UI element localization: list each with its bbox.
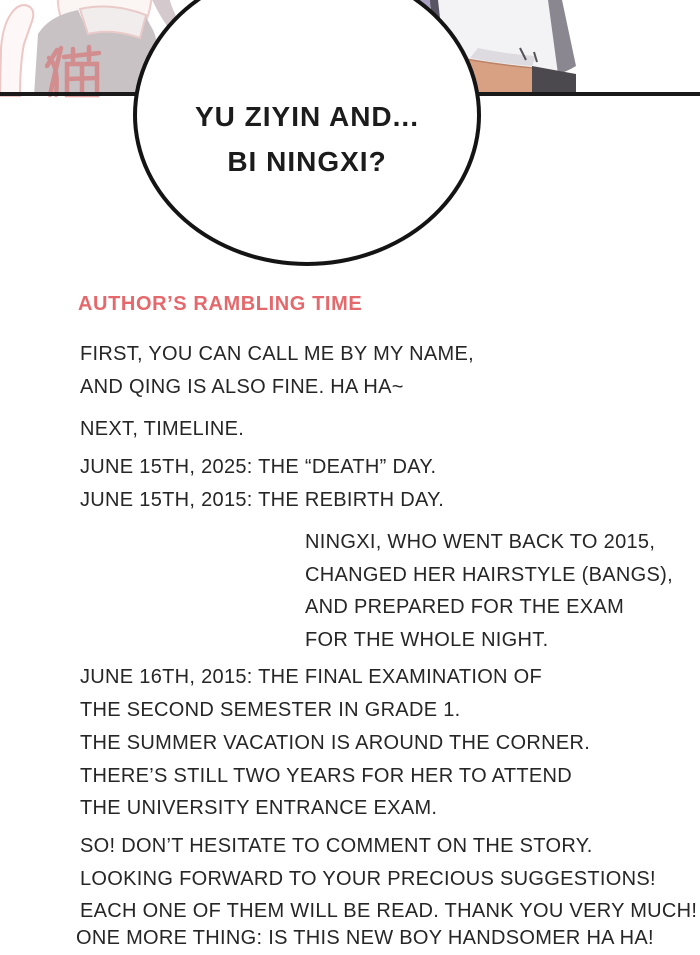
note-line: JUNE 16TH, 2015: THE FINAL EXAMINATION OF: [80, 666, 543, 688]
note-line: LOOKING FORWARD TO YOUR PRECIOUS SUGGESTIONS!: [80, 867, 656, 890]
note-line: THERE’S STILL TWO YEARS FOR HER TO ATTEND: [80, 764, 573, 787]
notes-dates-paragraph: [80, 451, 444, 516]
note-line: THE SECOND SEMESTER IN GRADE 1.: [80, 698, 461, 721]
notes-next-paragraph: [80, 413, 244, 446]
note-line: AND QING IS ALSO FINE. HA HA~: [80, 375, 404, 398]
notes-title: AUTHOR’S RAMBLING TIME: [78, 293, 363, 315]
notes-title-group: [78, 293, 362, 316]
note-line: AND PREPARED FOR THE EXAM: [305, 596, 625, 618]
note-line: THE UNIVERSITY ENTRANCE EXAM.: [80, 797, 438, 819]
notes-outro-paragraph: [80, 830, 697, 928]
speech-bubble: [133, 0, 481, 266]
note-line: EACH ONE OF THEM WILL BE READ. THANK YOU VERY MUCH!: [80, 900, 698, 922]
notes-exam-paragraph: [80, 661, 542, 726]
note-line: FOR THE WHOLE NIGHT.: [305, 628, 549, 651]
notes-indented-paragraph: [305, 526, 673, 656]
note-line: JUNE 15TH, 2015: THE REBIRTH DAY.: [80, 488, 445, 511]
note-line: THE SUMMER VACATION IS AROUND THE CORNER.: [80, 732, 591, 754]
note-line: FIRST, YOU CAN CALL ME BY MY NAME,: [80, 343, 474, 365]
note-line: NEXT, TIMELINE.: [80, 418, 245, 440]
speech-line-1: YU ZIYIN AND...: [195, 101, 419, 132]
note-line-cutoff: ONE MORE THING: IS THIS NEW BOY HANDSOMER HA HA!: [76, 927, 654, 949]
notes-cutoff-paragraph: [76, 922, 654, 955]
notes-vacation-paragraph: [80, 727, 590, 825]
charcoal-skirt-shape: [532, 66, 576, 95]
speech-line-2: BI NINGXI?: [227, 146, 387, 177]
notes-intro-paragraph: [80, 338, 474, 403]
raised-arm-shape: [0, 5, 33, 96]
note-line: JUNE 15TH, 2025: THE “DEATH” DAY.: [80, 456, 437, 478]
speech-bubble-text: [137, 94, 477, 184]
note-line: CHANGED HER HAIRSTYLE (BANGS),: [305, 563, 673, 586]
note-line: NINGXI, WHO WENT BACK TO 2015,: [305, 531, 656, 553]
note-line: SO! DON’T HESITATE TO COMMENT ON THE STORY.: [80, 835, 593, 857]
